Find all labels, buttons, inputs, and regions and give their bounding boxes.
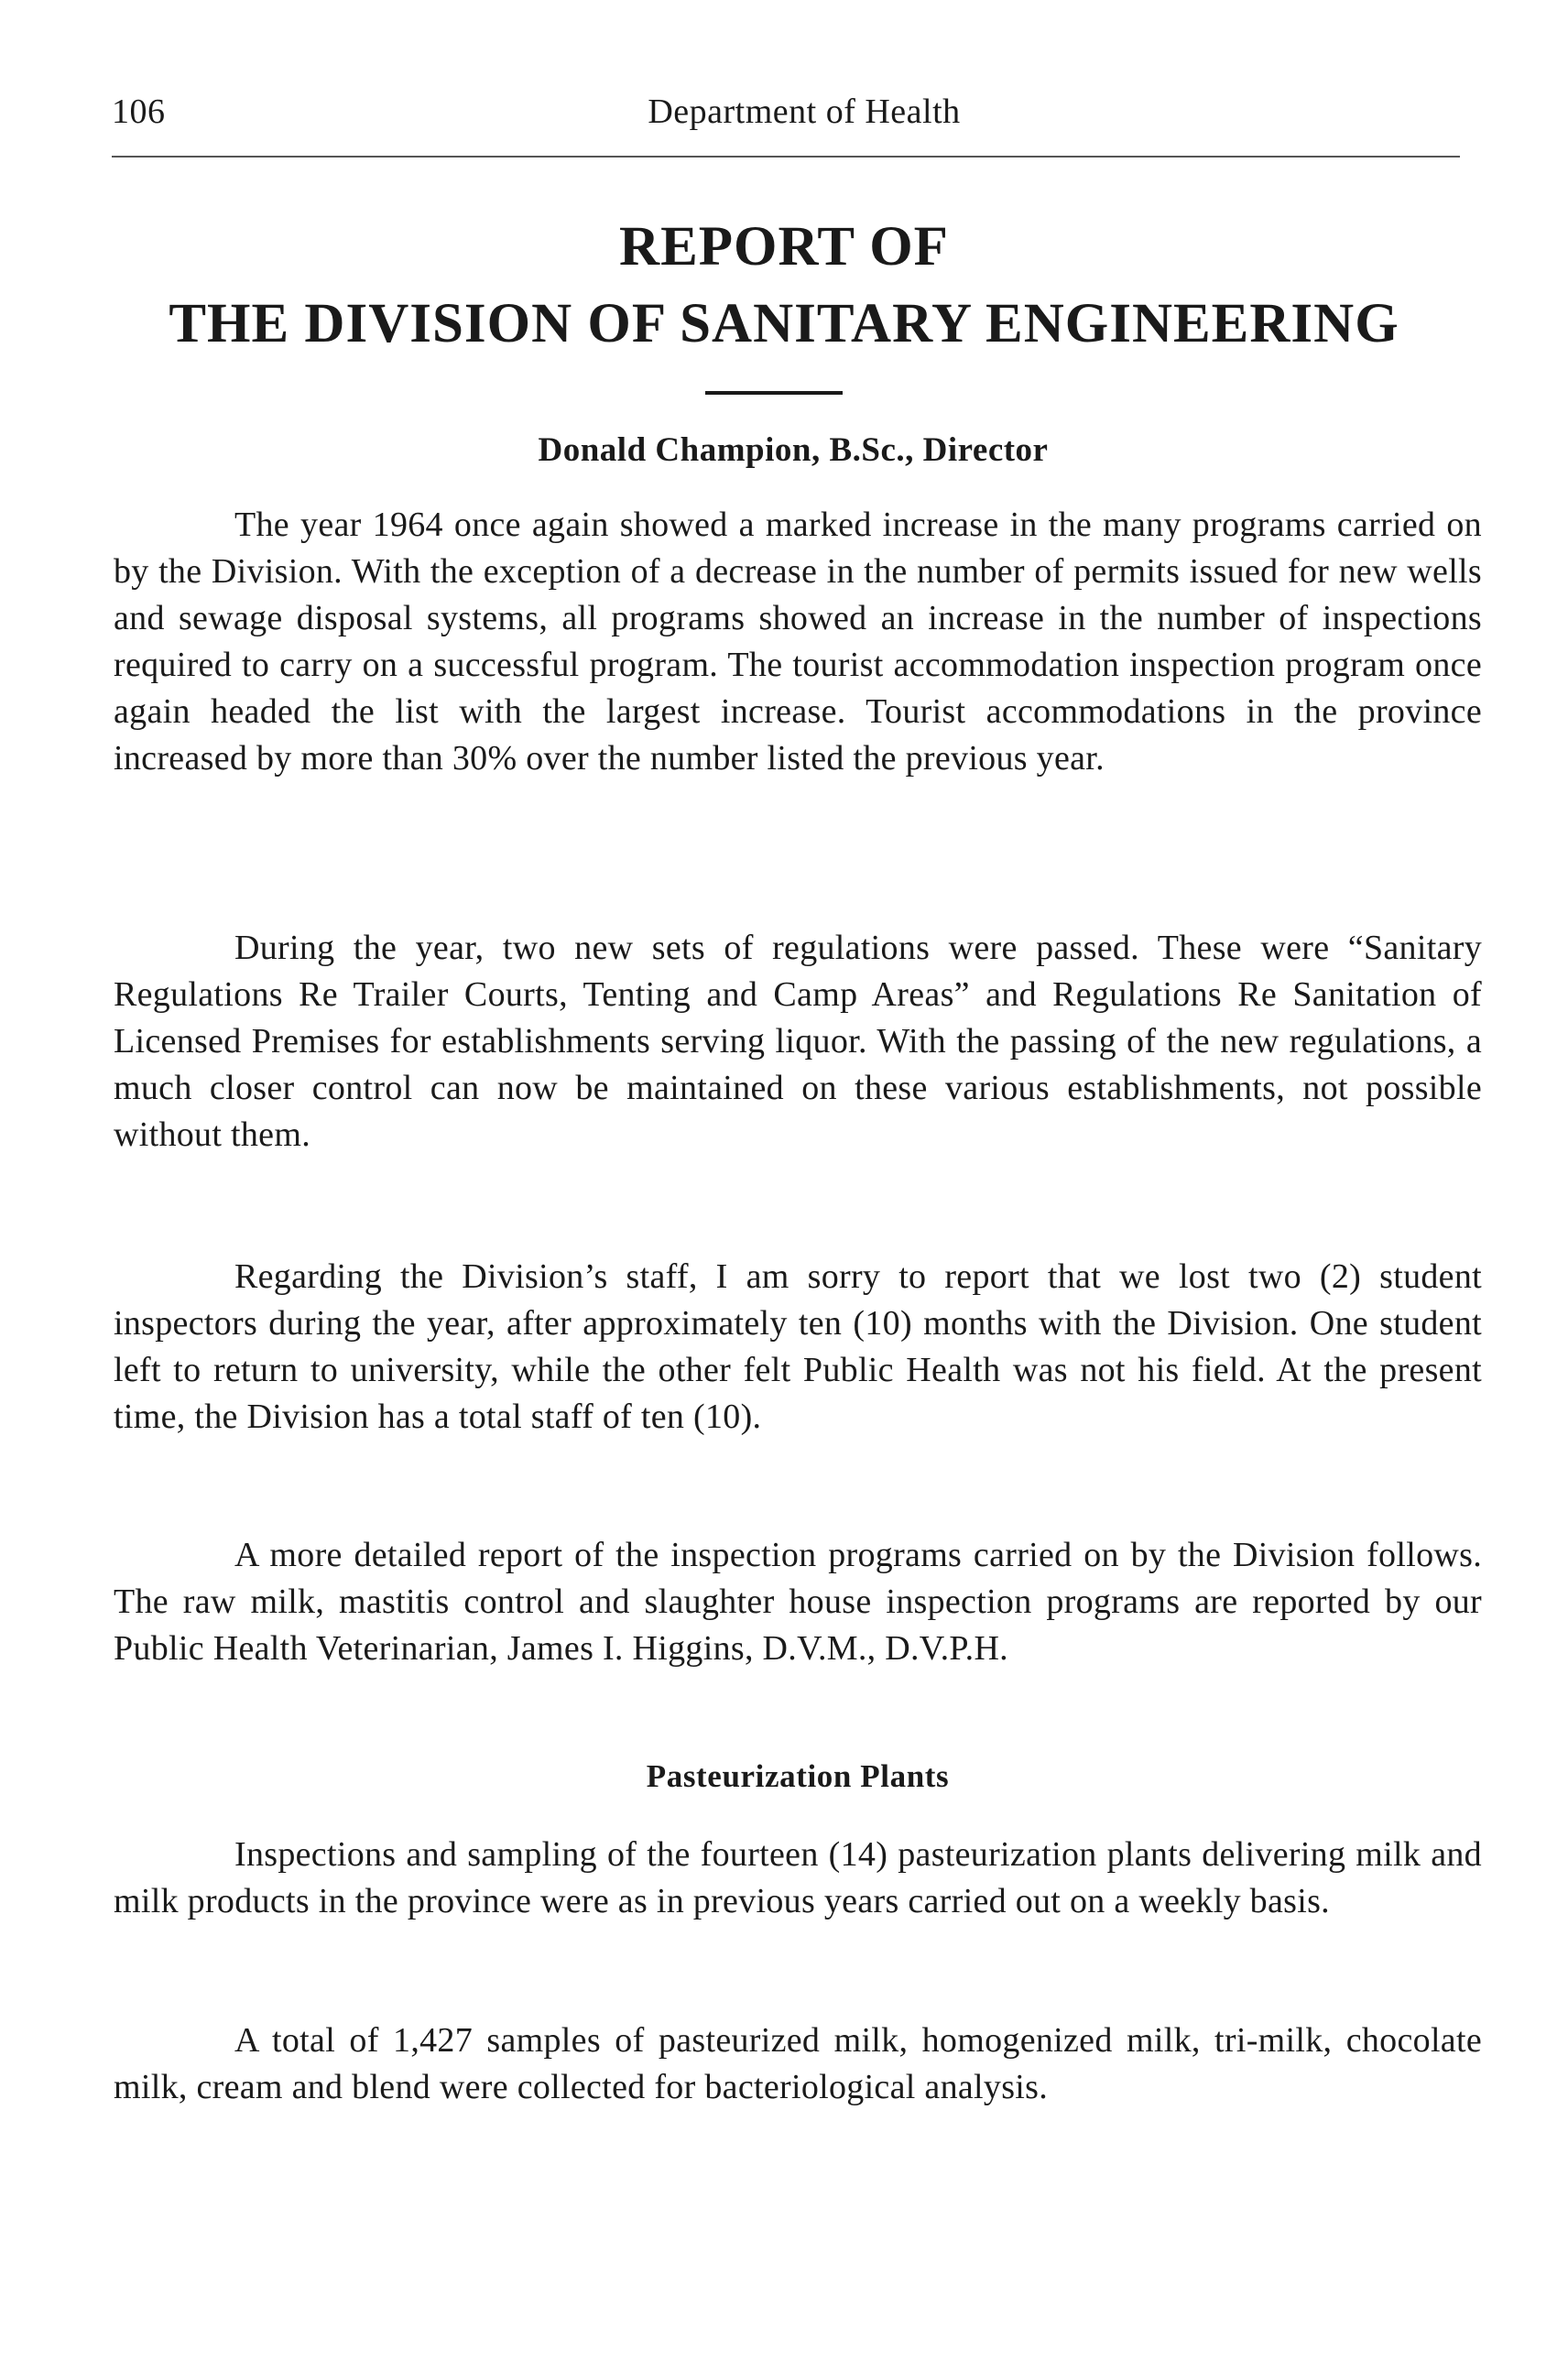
section-heading: Pasteurization Plants bbox=[646, 1758, 950, 1794]
byline: Donald Champion, B.Sc., Director bbox=[538, 431, 1049, 469]
running-header bbox=[112, 92, 1460, 147]
paragraph-programs: A more detailed report of the inspection programs carried on by the Division follows. The raw milk, mastitis control and slaughter house inspection programs are reported by our Public Health Veterinarian, James I. Higgins, D.V.M., D.V.P.H. bbox=[114, 1536, 1482, 1668]
paragraph-regulations: During the year, two new sets of regulations were passed. These were “Sanitary Regulations Re Trailer Courts, Tenting and Camp Areas” and Regulations Re Sanitation of Licensed Premises for establishments serving liquor. With the passing of the new regulations, a much closer control can now be maintained on these various establishments, not possible without them. bbox=[114, 929, 1482, 1154]
paragraph-pasteurization-inspections: Inspections and sampling of the fourteen (14) pasteurization plants delivering milk and milk products in the province were as in previous years carried out on a weekly basis. bbox=[114, 1835, 1482, 1920]
page-number: 106 bbox=[112, 92, 166, 131]
paragraph-pasteurization-samples: A total of 1,427 samples of pasteurized milk, homogenized milk, tri-milk, chocolate milk, cream and blend were collected for bacteriological analysis. bbox=[114, 2021, 1482, 2106]
running-title: Department of Health bbox=[648, 92, 961, 131]
paragraph-staff: Regarding the Division’s staff, I am sorry to report that we lost two (2) student inspectors during the year, after approximately ten (10) months with the Division. One student left to return to university, while the other felt Public Health was not his field. At the present time, the Division has a total staff of ten (10). bbox=[114, 1257, 1482, 1436]
report-title-line-1: REPORT OF bbox=[619, 216, 949, 277]
report-title bbox=[101, 209, 1467, 363]
report-title-line-2: THE DIVISION OF SANITARY ENGINEERING bbox=[169, 293, 1399, 354]
paragraph-intro: The year 1964 once again showed a marked increase in the many programs carried on by the Division. With the exception of a decrease in the number of permits issued for new wells and sewage disposal systems, all programs showed an increase in the number of inspections required to carry on a successful program. The tourist accommodation inspection program once again headed the list with the largest increase. Tourist accommodations in the province increased by more than 30% over the number listed the previous year. bbox=[114, 506, 1482, 778]
title-rule bbox=[705, 391, 843, 395]
header-rule bbox=[112, 156, 1460, 158]
